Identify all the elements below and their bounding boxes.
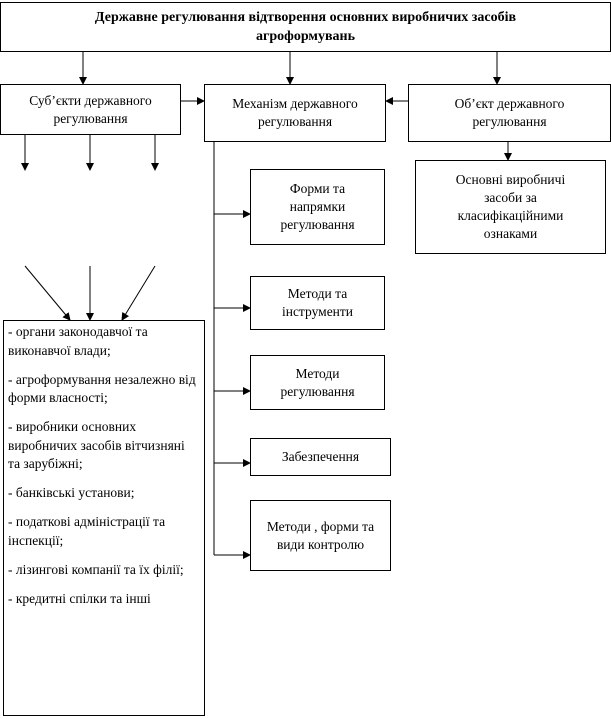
subject-box: Суб’єкти державного регулювання [0,84,181,135]
mechanism-part-provision: Забезпечення [250,438,391,476]
mechanism-part-methods-instruments: Методи та інструменти [250,276,385,330]
diagram-title: Державне регулювання відтворення основних виробничих засобів агроформувань [0,2,611,52]
fixed-assets-box: Основні виробничі засоби за класифікаційними ознаками [415,160,606,254]
subjects-list-item: - банківські установи; [8,485,135,500]
mechanism-part-control: Методи , форми та види контролю [250,500,391,571]
subjects-list-item: - органи законодавчої та виконавчої влади; [8,324,148,358]
subjects-list-item: - виробники основних виробничих засобів вітчизняні та зарубіжні; [8,419,185,471]
subjects-list-item: - агроформування незалежно від форми власності; [8,371,196,405]
arrow-into-list-1 [25,266,70,320]
mechanism-part-forms: Форми та напрямки регулювання [250,169,385,245]
mechanism-box: Механізм державного регулювання [204,84,386,142]
mechanism-part-regulation-methods: Методи регулювання [250,355,385,410]
object-box: Об’єкт державного регулювання [408,84,611,142]
subjects-list-item: - податкові адміністрації та інспекції; [8,514,166,548]
subjects-list-item: - кредитні спілки та інші [8,590,151,606]
subjects-list-item: - лізингові компанії та їх філії; [8,561,184,577]
arrow-into-list-3 [122,266,155,320]
subjects-list [3,320,205,716]
